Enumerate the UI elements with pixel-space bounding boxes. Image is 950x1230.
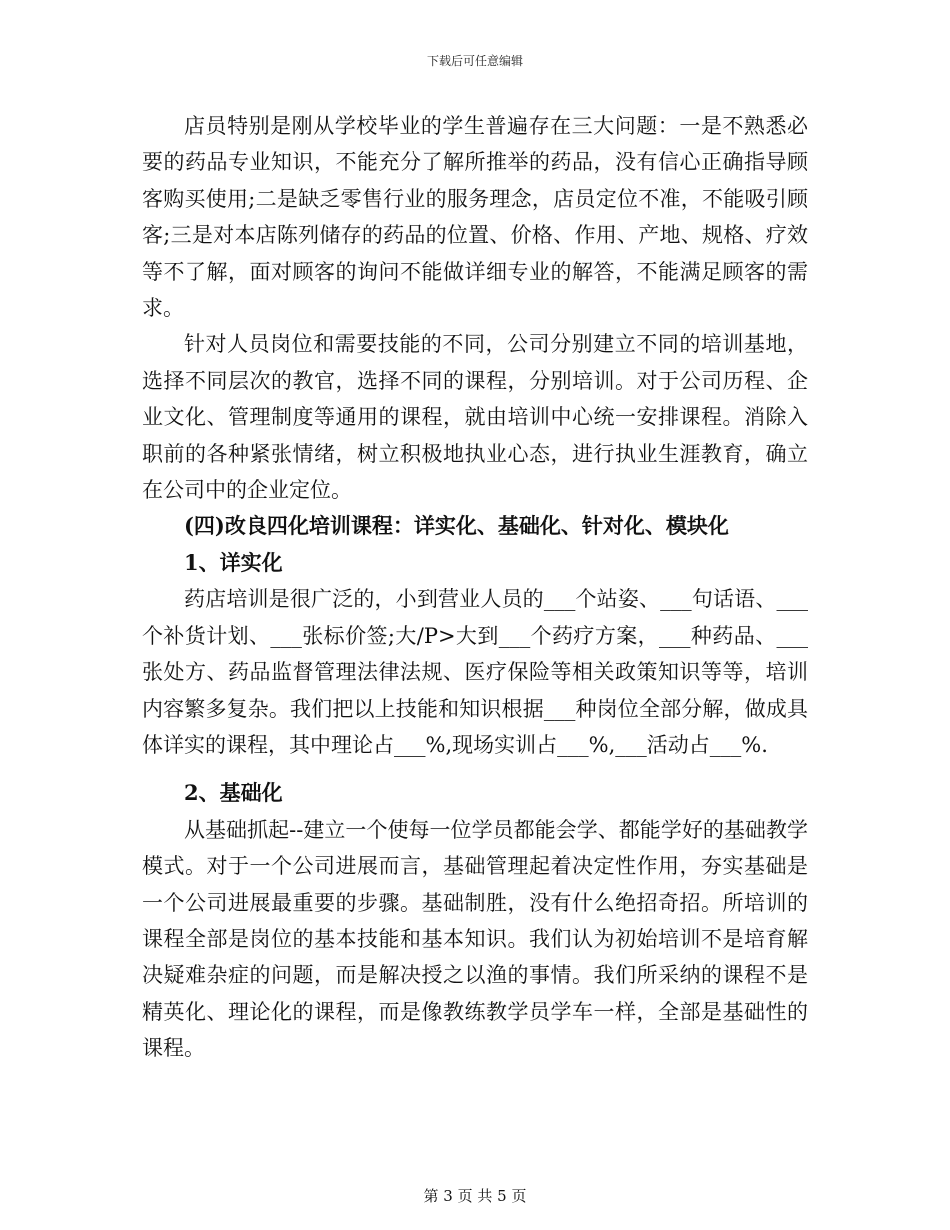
paragraph-detailed: 药店培训是很广泛的，小到营业人员的___个站姿、___句话语、___个补货计划、___张标价签;大/P>大到___个药疗方案，___种药品、___张处方、药品监督管理法律法规、医疗保险等相关政策知识等等，培训内容繁多复杂。我们把以上技能和知识根据___种岗位全部分解，做成具体详实的课程，其中理论占___%,现场实训占___%,___活动占___%. <box>142 587 808 757</box>
section-heading: (四)改良四化培训课程：详实化、基础化、针对化、模块化 <box>184 513 729 539</box>
page-footer: 第 3 页 共 5 页 <box>423 1187 527 1205</box>
paragraph-staff-problems: 店员特别是刚从学校毕业的学生普遍存在三大问题：一是不熟悉必要的药品专业知识，不能充分了解所推举的药品，没有信心正确指导顾客购买使用;二是缺乏零售行业的服务理念，店员定位不准，不能吸引顾客;三是对本店陈列储存的药品的位置、价格、作用、产地、规格、疗效等不了解，面对顾客的询问不能做详细专业的解答，不能满足顾客的需求。 <box>142 114 808 321</box>
paragraph-basic: 从基础抓起--建立一个使每一位学员都能会学、都能学好的基础教学模式。对于一个公司进展而言，基础管理起着决定性作用，夯实基础是一个公司进展最重要的步骤。基础制胜，没有什么绝招奇招。所培训的课程全部是岗位的基本技能和基本知识。我们认为初始培训不是培育解决疑难杂症的问题，而是解决授之以渔的事情。我们所采纳的课程不是精英化、理论化的课程，而是像教练教学员学车一样，全部是基础性的课程。 <box>142 817 808 1061</box>
subheading-detailed: 1、详实化 <box>184 549 283 575</box>
page-header: 下载后可任意编辑 <box>426 54 523 68</box>
subheading-basic: 2、基础化 <box>184 780 283 806</box>
document-body <box>142 108 808 1067</box>
paragraph-training-bases: 针对人员岗位和需要技能的不同，公司分别建立不同的培训基地，选择不同层次的教官，选择不同的课程，分别培训。对于公司历程、企业文化、管理制度等通用的课程，就由培训中心统一安排课程。消除入职前的各种紧张情绪，树立积极地执业心态，进行执业生涯教育，确立在公司中的企业定位。 <box>142 332 808 503</box>
